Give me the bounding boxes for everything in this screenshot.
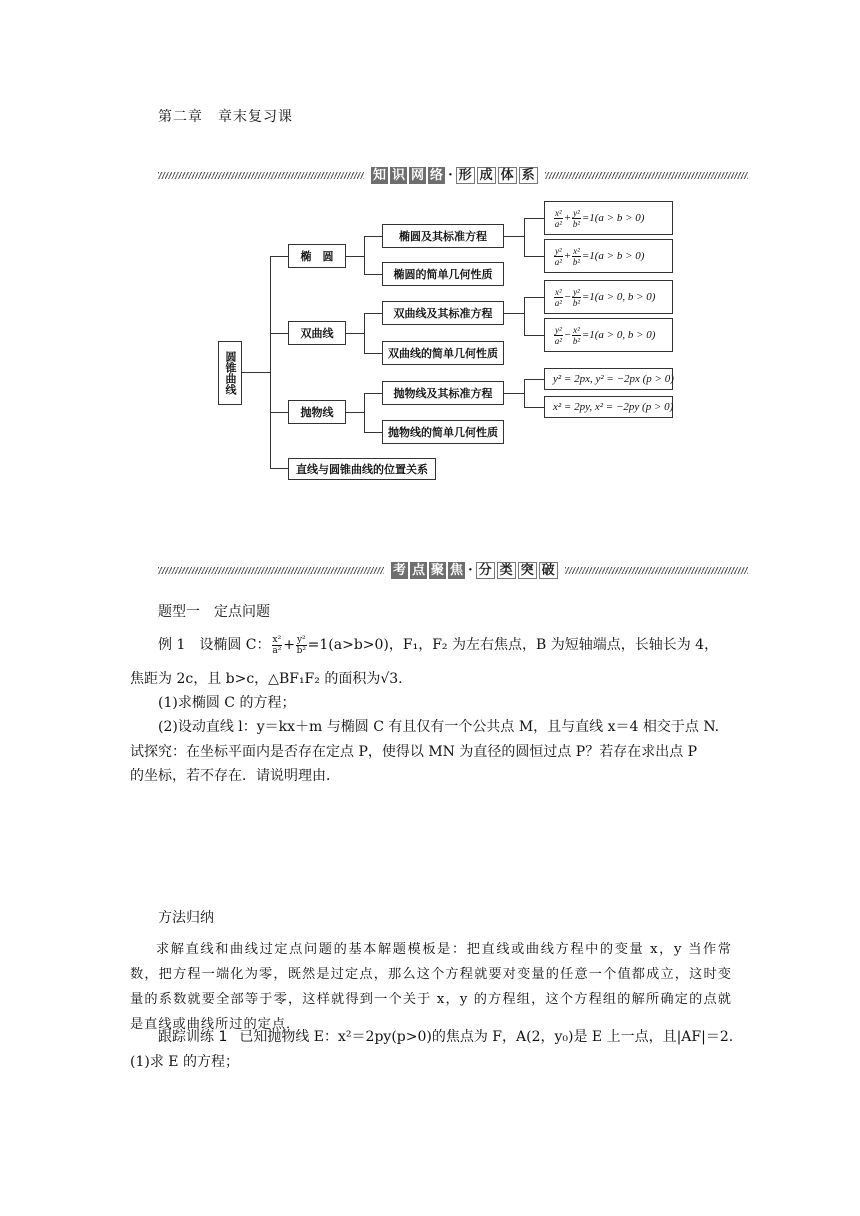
formula-tail: =1(a > 0, b > 0) — [581, 329, 656, 341]
formula-hyperbola-x: $\frac{\text{x²}}{\text{a²}}$ − $\frac{\text{y²}}{\text{b²}}$ =1(a > 0, b > 0) — [544, 280, 673, 314]
node-hyperbola-standard: 双曲线及其标准方程 — [382, 301, 504, 325]
formula-parabola-y: y² = 2px, y² = −2px (p > 0) — [544, 368, 673, 390]
connector — [364, 313, 382, 314]
example-text: 设椭圆 C： — [199, 637, 271, 653]
node-hyperbola: 双曲线 — [288, 321, 346, 345]
fraction-x2-a2: $\frac{\text{x²}}{\text{a²}}$ — [272, 634, 282, 656]
fraction-y2-b2: $\frac{\text{y²}}{\text{b²}}$ — [296, 634, 306, 656]
banner-char: 成 — [477, 167, 496, 184]
formula-ellipse-x: $\frac{\text{x²}}{\text{a²}}$ + $\frac{\text{y²}}{\text{b²}}$ =1(a > b > 0) — [544, 201, 673, 235]
banner-char: 形 — [456, 167, 475, 184]
connector — [270, 468, 288, 469]
formula-tail: =1(a > 0, b > 0) — [581, 291, 656, 303]
connector — [364, 393, 365, 432]
connector — [504, 313, 524, 314]
banner-char: 络 — [430, 167, 444, 183]
banner-knowledge-network — [158, 165, 748, 185]
connector — [524, 335, 544, 336]
example-text: =1(a>b>0)，F₁，F₂ 为左右焦点，B 为短轴端点，长轴长为 4， — [307, 637, 719, 653]
formula-parabola-x: x² = 2py, x² = −2py (p > 0) — [544, 396, 673, 418]
connector — [524, 297, 525, 335]
banner-char: 识 — [392, 167, 406, 183]
connector — [346, 333, 364, 334]
connector — [524, 379, 525, 407]
connector — [364, 393, 382, 394]
training-1 — [158, 1024, 733, 1050]
formula-ellipse-y: $\frac{\text{y²}}{\text{a²}}$ + $\frac{\text{x²}}{\text{b²}}$ =1(a > b > 0) — [544, 239, 673, 273]
connector — [524, 256, 544, 257]
node-ellipse-standard: 椭圆及其标准方程 — [382, 224, 504, 248]
example-1-q2: (2)设动直线 l：y＝kx＋m 与椭圆 C 有且仅有一个公共点 M，且与直线 x＝4 相交于点 N. — [158, 719, 720, 735]
chapter-header: 第二章 章末复习课 — [158, 109, 293, 125]
connector — [364, 236, 365, 274]
connector — [524, 218, 544, 219]
banner-char: 体 — [498, 167, 517, 184]
formula-hyperbola-y: $\frac{\text{y²}}{\text{a²}}$ − $\frac{\text{x²}}{\text{b²}}$ =1(a > 0, b > 0) — [544, 318, 673, 352]
banner-hatch-right — [545, 172, 748, 179]
node-parabola: 抛物线 — [288, 400, 346, 424]
example-label: 例 1 — [158, 637, 186, 653]
method-title: 方法归纳 — [158, 910, 214, 926]
node-ellipse-geometry: 椭圆的简单几何性质 — [382, 262, 504, 286]
training-label: 跟踪训练 1 — [158, 1029, 228, 1045]
banner-char: 聚 — [431, 562, 445, 578]
connector — [524, 218, 525, 256]
type1-title: 题型一 定点问题 — [158, 604, 270, 620]
banner-hatch-right — [565, 567, 748, 574]
node-parabola-geometry: 抛物线的简单几何性质 — [382, 420, 504, 444]
connector — [504, 393, 524, 394]
banner-char: 焦 — [450, 562, 464, 578]
connector — [364, 236, 382, 237]
connector — [364, 274, 382, 275]
banner-char: 分 — [476, 562, 495, 579]
connector — [270, 333, 288, 334]
connector — [346, 412, 364, 413]
connector — [364, 432, 382, 433]
banner-char: 突 — [518, 562, 537, 579]
node-hyperbola-geometry: 双曲线的简单几何性质 — [382, 341, 504, 365]
connector — [270, 256, 271, 468]
connector — [524, 407, 544, 408]
example-1-line1: 例 1 设椭圆 C： $\frac{\text{x²}}{\text{a²}}$ + $\frac{\text{y²}}{\text{b²}}$ =1(a>b>0)，F₁，F₂ 为左右焦点，B 为短轴端点，长轴长为 4， — [158, 634, 719, 656]
banner-title — [390, 562, 559, 579]
banner-char: 考 — [393, 562, 407, 578]
connector — [270, 256, 288, 257]
training-1-q1: (1)求 E 的方程； — [130, 1054, 239, 1070]
example-1-q2c: 的坐标，若不存在．请说明理由． — [130, 768, 340, 784]
banner-char: 破 — [539, 562, 558, 579]
banner-char: 类 — [497, 562, 516, 579]
example-1-q2b: 试探究：在坐标平面内是否存在定点 P，使得以 MN 为直径的圆恒过点 P？若存在求出点 P — [130, 744, 698, 760]
connector — [242, 372, 270, 373]
example-1-line2: 焦距为 2c，且 b>c，△BF₁F₂ 的面积为√3. — [130, 671, 403, 687]
connector — [364, 353, 382, 354]
mindmap-root: 圆锥曲线 — [218, 341, 242, 405]
banner-char: 点 — [412, 562, 426, 578]
formula-tail: =1(a > b > 0) — [581, 212, 645, 224]
banner-char: 系 — [519, 167, 538, 184]
connector — [524, 297, 544, 298]
connector — [364, 313, 365, 353]
connector — [346, 256, 364, 257]
banner-dot: · — [468, 562, 473, 578]
banner-dot: · — [448, 167, 453, 183]
connector — [504, 236, 524, 237]
banner-key-points — [158, 560, 748, 580]
node-parabola-standard: 抛物线及其标准方程 — [382, 381, 504, 405]
method-text: 求解直线和曲线过定点问题的基本解题模板是：把直线或曲线方程中的变量 x，y 当作常数，把方程一端化为零，既然是过定点，那么这个方程就要对变量的任意一个值都成立，这时变量的系数就要全部等于零，这样就得到一个关于 x，y 的方程组，这个方程组的解所确定的点就是直线或曲线所过的定点． — [130, 942, 732, 1032]
connector — [270, 412, 288, 413]
connector — [524, 379, 544, 380]
node-ellipse: 椭 圆 — [288, 244, 346, 268]
banner-char: 知 — [373, 167, 387, 183]
banner-title — [370, 167, 539, 184]
formula-tail: =1(a > b > 0) — [581, 250, 645, 262]
example-1-q1: (1)求椭圆 C 的方程； — [158, 695, 296, 711]
node-line-relation: 直线与圆锥曲线的位置关系 — [288, 458, 436, 480]
training-text: 已知抛物线 E：x²＝2py(p>0)的焦点为 F，A(2，y₀)是 E 上一点，且|AF|＝2. — [239, 1029, 734, 1045]
banner-hatch-left — [158, 567, 384, 574]
banner-hatch-left — [158, 172, 364, 179]
banner-char: 网 — [411, 167, 425, 183]
